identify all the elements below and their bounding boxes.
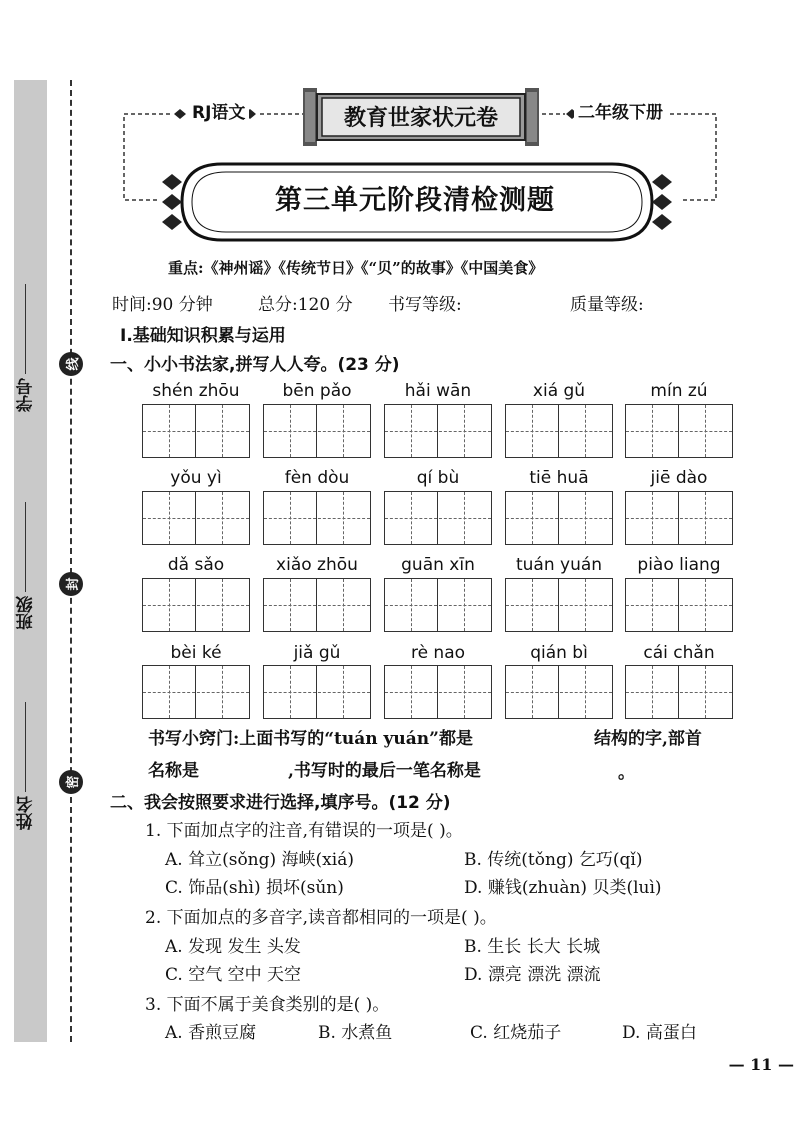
seal-mark-secret: 密 <box>59 770 83 794</box>
pinyin-label: fèn dòu <box>284 468 350 488</box>
pinyin-label: dǎ sǎo <box>167 555 225 575</box>
series-title: 教育世家状元卷 <box>343 105 498 131</box>
writing-box[interactable] <box>142 404 250 458</box>
tip-line2-c: 。 <box>618 763 635 783</box>
q3-option-b: B. 水煮鱼 <box>318 1023 393 1043</box>
class-field <box>8 480 44 630</box>
pinyin-label: shén zhōu <box>152 381 240 401</box>
q2-option-c: C. 空气 空中 天空 <box>165 965 302 985</box>
writing-box[interactable] <box>384 578 492 632</box>
part1-heading: Ⅰ.基础知识积累与运用 <box>120 326 286 346</box>
grade-tag: 二年级下册 <box>574 98 667 123</box>
question-2-stem: 2. 下面加点的多音字,读音都相同的一项是( )。 <box>145 908 497 928</box>
tip-line1-b: 结构的字,部首 <box>594 729 702 749</box>
cut-line <box>70 80 72 1042</box>
writing-box[interactable] <box>142 491 250 545</box>
q2-option-d: D. 漂亮 漂洗 漂流 <box>464 965 601 985</box>
question-3-stem: 3. 下面不属于美食类别的是( )。 <box>145 995 390 1015</box>
pinyin-label: xiá gǔ <box>532 381 586 401</box>
subject-tag: RJ语文 <box>188 98 249 123</box>
writing-box[interactable] <box>263 404 371 458</box>
writing-box[interactable] <box>505 578 613 632</box>
q2-heading: 二、我会按照要求进行选择,填序号。(12 分) <box>110 793 451 813</box>
writing-box[interactable] <box>384 491 492 545</box>
q2-option-a: A. 发现 发生 头发 <box>165 937 301 957</box>
pinyin-label: bèi ké <box>170 643 222 663</box>
student-id-label: 学号 <box>16 378 37 412</box>
q1-option-d: D. 赚钱(zhuàn) 贝类(luì) <box>464 878 662 898</box>
writing-grade: 书写等级: <box>388 295 462 315</box>
tip-line1-a: 书写小窍门:上面书写的“tuán yuán”都是 <box>148 729 473 749</box>
writing-box[interactable] <box>263 578 371 632</box>
writing-box[interactable] <box>505 665 613 719</box>
q2-option-b: B. 生长 长大 长城 <box>464 937 601 957</box>
q1-option-a: A. 耸立(sǒng) 海峡(xiá) <box>165 850 354 870</box>
test-title: 第三单元阶段清检测题 <box>275 185 555 216</box>
student-id-field <box>8 262 44 412</box>
writing-box[interactable] <box>625 491 733 545</box>
q1-option-b: B. 传统(tǒng) 乞巧(qǐ) <box>464 850 643 870</box>
writing-box[interactable] <box>384 404 492 458</box>
writing-box[interactable] <box>384 665 492 719</box>
pinyin-label: qián bì <box>530 643 588 663</box>
pinyin-label: yǒu yì <box>170 468 222 488</box>
page-number: — 11 — <box>728 1055 794 1074</box>
time-info: 时间:90 分钟 <box>112 295 213 315</box>
pinyin-label: jiǎ gǔ <box>293 643 341 663</box>
total-score: 总分:120 分 <box>258 295 353 315</box>
seal-mark-seal: 封 <box>59 572 83 596</box>
question-1-stem: 1. 下面加点字的注音,有错误的一项是( )。 <box>145 821 463 841</box>
writing-box[interactable] <box>625 665 733 719</box>
pinyin-label: piào liang <box>637 555 721 575</box>
writing-box[interactable] <box>142 578 250 632</box>
pinyin-label: rè nao <box>410 643 466 663</box>
writing-box[interactable] <box>505 404 613 458</box>
writing-box[interactable] <box>142 665 250 719</box>
pinyin-label: cái chǎn <box>643 643 715 663</box>
writing-box[interactable] <box>505 491 613 545</box>
q1-heading: 一、小小书法家,拼写人人夸。(23 分) <box>110 355 400 375</box>
q3-option-d: D. 高蛋白 <box>622 1023 697 1043</box>
writing-box[interactable] <box>625 578 733 632</box>
q3-option-c: C. 红烧茄子 <box>470 1023 562 1043</box>
writing-box[interactable] <box>263 491 371 545</box>
pinyin-label: jiē dào <box>650 468 708 488</box>
pinyin-label: guān xīn <box>401 555 475 575</box>
tip-line2-b: ,书写时的最后一笔名称是 <box>288 761 481 781</box>
seal-mark-line: 线 <box>59 352 83 376</box>
pinyin-label: qí bù <box>416 468 460 488</box>
focus-line: 重点:《神州谣》《传统节日》《“贝”的故事》《中国美食》 <box>168 259 544 277</box>
pinyin-label: xiǎo zhōu <box>276 555 358 575</box>
writing-box[interactable] <box>263 665 371 719</box>
class-label: 班级 <box>16 596 37 630</box>
name-field <box>8 680 44 830</box>
q1-option-c: C. 饰品(shì) 损坏(sǔn) <box>165 878 344 898</box>
pinyin-label: tuán yuán <box>515 555 603 575</box>
writing-box[interactable] <box>625 404 733 458</box>
q3-option-a: A. 香煎豆腐 <box>165 1023 257 1043</box>
quality-grade: 质量等级: <box>570 295 644 315</box>
pinyin-label: mín zú <box>650 381 708 401</box>
tip-line2-a: 名称是 <box>148 761 199 781</box>
pinyin-label: hǎi wān <box>404 381 472 401</box>
name-label: 姓名 <box>16 796 37 830</box>
pinyin-label: bēn pǎo <box>282 381 352 401</box>
pinyin-label: tiē huā <box>529 468 589 488</box>
